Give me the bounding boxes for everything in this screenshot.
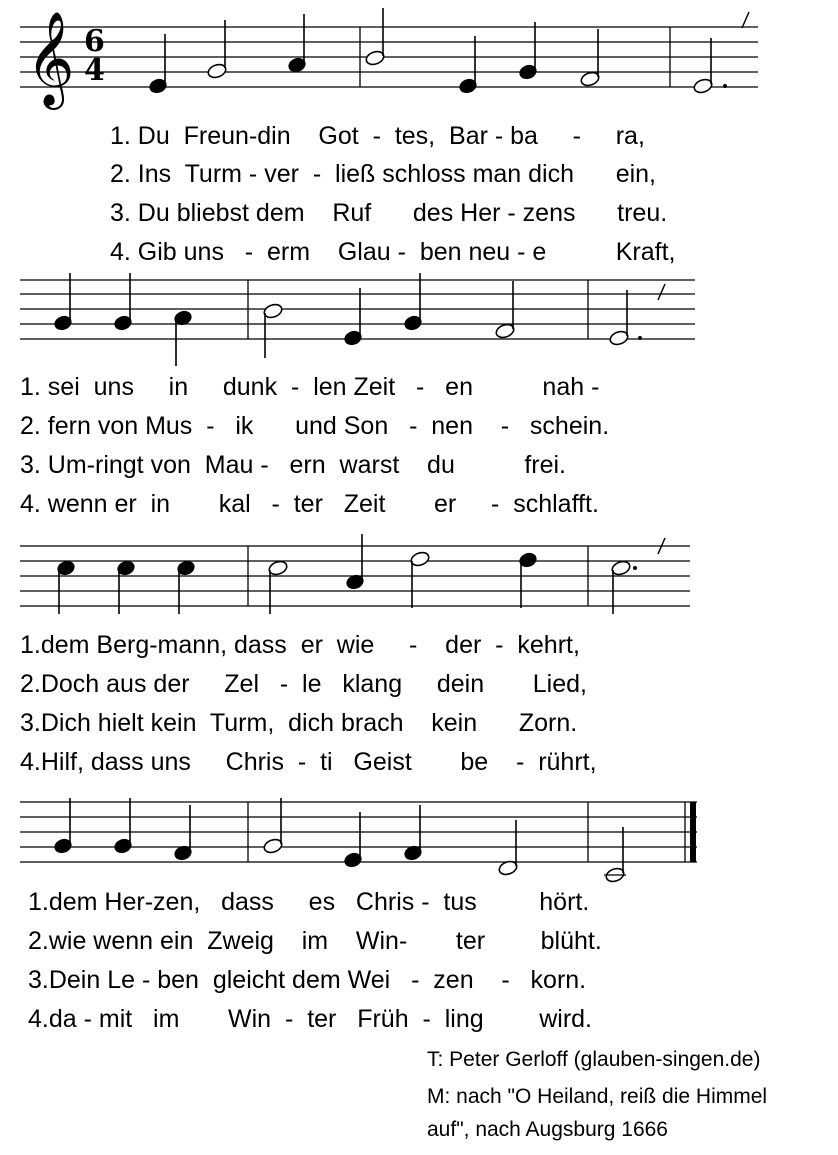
lyric-line-1-4: 4. Gib uns - erm Glau - ben neu - e Kraft, <box>110 238 676 266</box>
lyric-line-3-4: 4.Hilf, dass uns Chris - ti Geist be - rührt, <box>20 748 597 776</box>
credit-music-1: M: nach "O Heiland, reiß die Himmel <box>427 1085 768 1108</box>
treble-clef: 𝄞 <box>26 11 75 106</box>
lyric-line-1-2: 2. Ins Turm - ver - ließ schloss man dich ein, <box>110 160 656 188</box>
lyric-line-3-1: 1.dem Berg-mann, dass er wie - der - kehrt, <box>20 631 580 659</box>
lyric-line-2-2: 2. fern von Mus - ik und Son - nen - schein. <box>20 412 610 440</box>
lyric-line-2-3: 3. Um-ringt von Mau - ern warst du frei. <box>20 451 566 479</box>
lyric-line-1-3: 3. Du bliebst dem Ruf des Her - zens treu. <box>110 199 668 227</box>
notes-system-1 <box>148 8 749 95</box>
lyric-line-4-1: 1.dem Her-zen, dass es Chris - tus hört. <box>28 888 590 916</box>
staff-system-1 <box>20 27 758 87</box>
lyric-line-3-2: 2.Doch aus der Zel - le klang dein Lied, <box>20 670 587 698</box>
lyric-line-1-1: 1. Du Freun-din Got - tes, Bar - ba - ra, <box>110 122 645 150</box>
lyric-line-2-4: 4. wenn er in kal - ter Zeit er - schlafft. <box>20 490 599 518</box>
credit-text: T: Peter Gerloff (glauben-singen.de) <box>427 1048 761 1071</box>
lyric-line-3-3: 3.Dich hielt kein Turm, dich brach kein Zorn. <box>20 709 578 737</box>
staff-system-2 <box>20 280 695 339</box>
notes-system-2 <box>53 273 665 366</box>
time-signature-denominator: 4 <box>84 53 105 88</box>
lyric-line-4-3: 3.Dein Le - ben gleicht dem Wei - zen - korn. <box>28 966 587 994</box>
time-signature-numerator: 6 <box>84 24 105 59</box>
lyric-line-4-2: 2.wie wenn ein Zweig im Win- ter blüht. <box>28 927 602 955</box>
notes-system-4 <box>53 798 626 884</box>
credit-music-2: auf", nach Augsburg 1666 <box>427 1118 668 1141</box>
lyric-line-2-1: 1. sei uns in dunk - len Zeit - en nah - <box>20 373 600 401</box>
lyric-line-4-4: 4.da - mit im Win - ter Früh - ling wird. <box>28 1005 592 1033</box>
